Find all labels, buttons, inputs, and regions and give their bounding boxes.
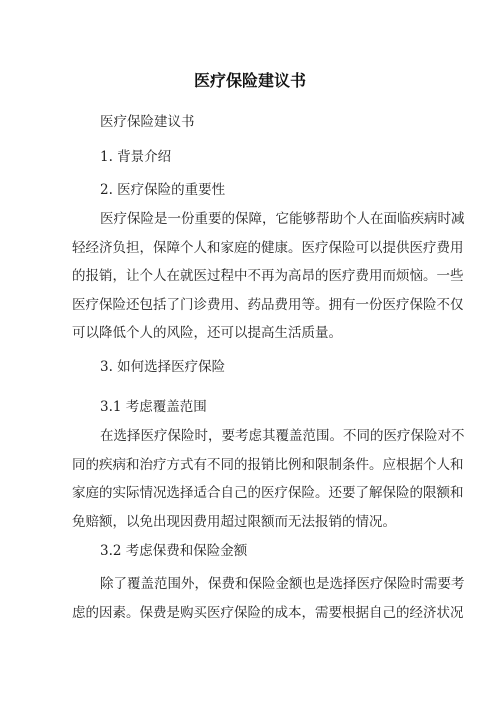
paragraph-line: 的报销，让个人在就医过程中不再为高昂的医疗费用而烦恼。一些: [72, 268, 464, 285]
paragraph-line: 在选择医疗保险时，要考虑其覆盖范围。不同的医疗保险对不: [100, 428, 465, 444]
paragraph-line: 医疗保险是一份重要的保障，它能够帮助个人在面临疾病时减: [100, 211, 465, 227]
section-heading-background: 1. 背景介绍: [100, 149, 172, 165]
paragraph-line: 医疗保险还包括了门诊费用、药品费用等。拥有一份医疗保险不仅: [72, 296, 464, 313]
subsection-heading-coverage: 3.1 考虑覆盖范围: [100, 399, 207, 415]
paragraph-premium: [72, 570, 465, 627]
paragraph-line: 同的疾病和治疗方式有不同的报销比例和限制条件。应根据个人和: [72, 456, 464, 473]
subsection-heading-premium: 3.2 考虑保费和保险金额: [100, 543, 248, 559]
paragraph-line: 免赔额，以免出现因费用超过限额而无法报销的情况。: [72, 513, 396, 530]
document-title: 医疗保险建议书: [193, 71, 306, 90]
paragraph-importance: [72, 205, 465, 348]
paragraph-coverage: [72, 422, 465, 536]
paragraph-line: 虑的因素。保费是购买医疗保险的成本，需要根据自己的经济状况: [72, 604, 464, 621]
paragraph-line: 除了覆盖范围外，保费和保险金额也是选择医疗保险时需要考: [100, 576, 465, 592]
paragraph-line: 轻经济负担，保障个人和家庭的健康。医疗保险可以提供医疗费用: [72, 239, 464, 256]
section-heading-how-to-choose: 3. 如何选择医疗保险: [100, 359, 226, 375]
paragraph-line: 可以降低个人的风险，还可以提高生活质量。: [72, 325, 342, 342]
document-subtitle: 医疗保险建议书: [100, 114, 195, 130]
paragraph-line: 家庭的实际情况选择适合自己的医疗保险。还要了解保险的限额和: [72, 485, 464, 502]
section-heading-importance: 2. 医疗保险的重要性: [100, 182, 226, 198]
